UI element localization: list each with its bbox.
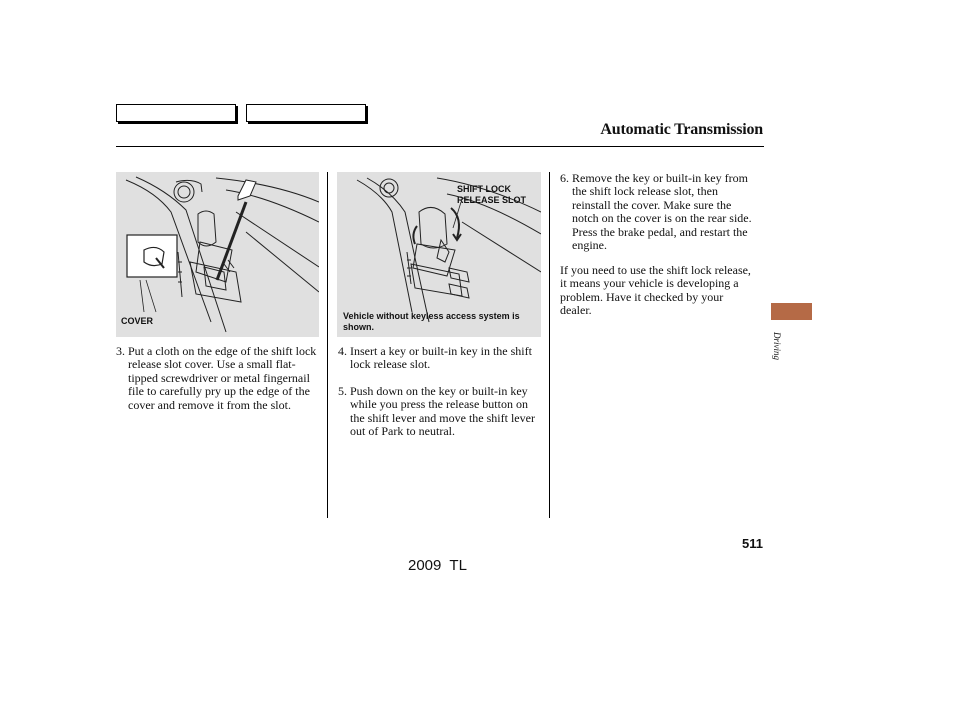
figure-caption: Vehicle without keyless access system is shown. bbox=[343, 311, 520, 332]
step-item bbox=[338, 345, 543, 372]
dealer-note: If you need to use the shift lock release, it means your vehicle is developing a problem. Have it checked by your dealer. bbox=[560, 263, 751, 318]
cover-removal-illustration bbox=[116, 172, 319, 337]
right-column-steps bbox=[560, 172, 756, 265]
step-text: Put a cloth on the edge of the shift lock release slot cover. Use a small flat-tipped screwdriver or metal fingernail file to carefully pry up the edge of the cover and remove it from the slot. bbox=[128, 344, 317, 412]
footer-model: 2009 TL bbox=[408, 557, 467, 574]
step-item bbox=[116, 345, 323, 412]
column-divider bbox=[327, 172, 328, 518]
section-tab-label: Driving bbox=[772, 332, 782, 360]
step-text: Push down on the key or built-in key while you press the release button on the shift lever and move the shift lever out of Park to neutral. bbox=[350, 383, 535, 439]
step-number: 5. bbox=[338, 383, 347, 398]
step-text: Remove the key or built-in key from the shift lock release slot, then reinstall the cover. Make sure the notch on the cover is on the rear side. Press the brake pedal, and restart the engine. bbox=[572, 171, 752, 253]
section-tab[interactable] bbox=[771, 303, 812, 320]
step-number: 6. bbox=[560, 171, 569, 185]
console-drawing-1 bbox=[116, 172, 319, 337]
shift-lock-illustration bbox=[337, 172, 541, 337]
step-item bbox=[338, 385, 543, 439]
left-column-steps bbox=[116, 345, 323, 425]
cover-callout: COVER bbox=[121, 316, 154, 326]
shift-lock-slot-callout: SHIFT LOCK RELEASE SLOT bbox=[457, 184, 527, 205]
step-text: Insert a key or built-in key in the shift lock release slot. bbox=[350, 344, 532, 372]
column-divider bbox=[549, 172, 550, 518]
middle-column-steps bbox=[338, 345, 543, 451]
page-title: Automatic Transmission bbox=[600, 121, 763, 138]
page-number: 511 bbox=[742, 536, 763, 551]
step-item bbox=[560, 172, 756, 252]
step-number: 3. bbox=[116, 344, 125, 358]
step-number: 4. bbox=[338, 344, 347, 358]
nav-button-2[interactable] bbox=[246, 104, 366, 122]
nav-button-1[interactable] bbox=[116, 104, 236, 122]
title-rule bbox=[116, 146, 764, 147]
